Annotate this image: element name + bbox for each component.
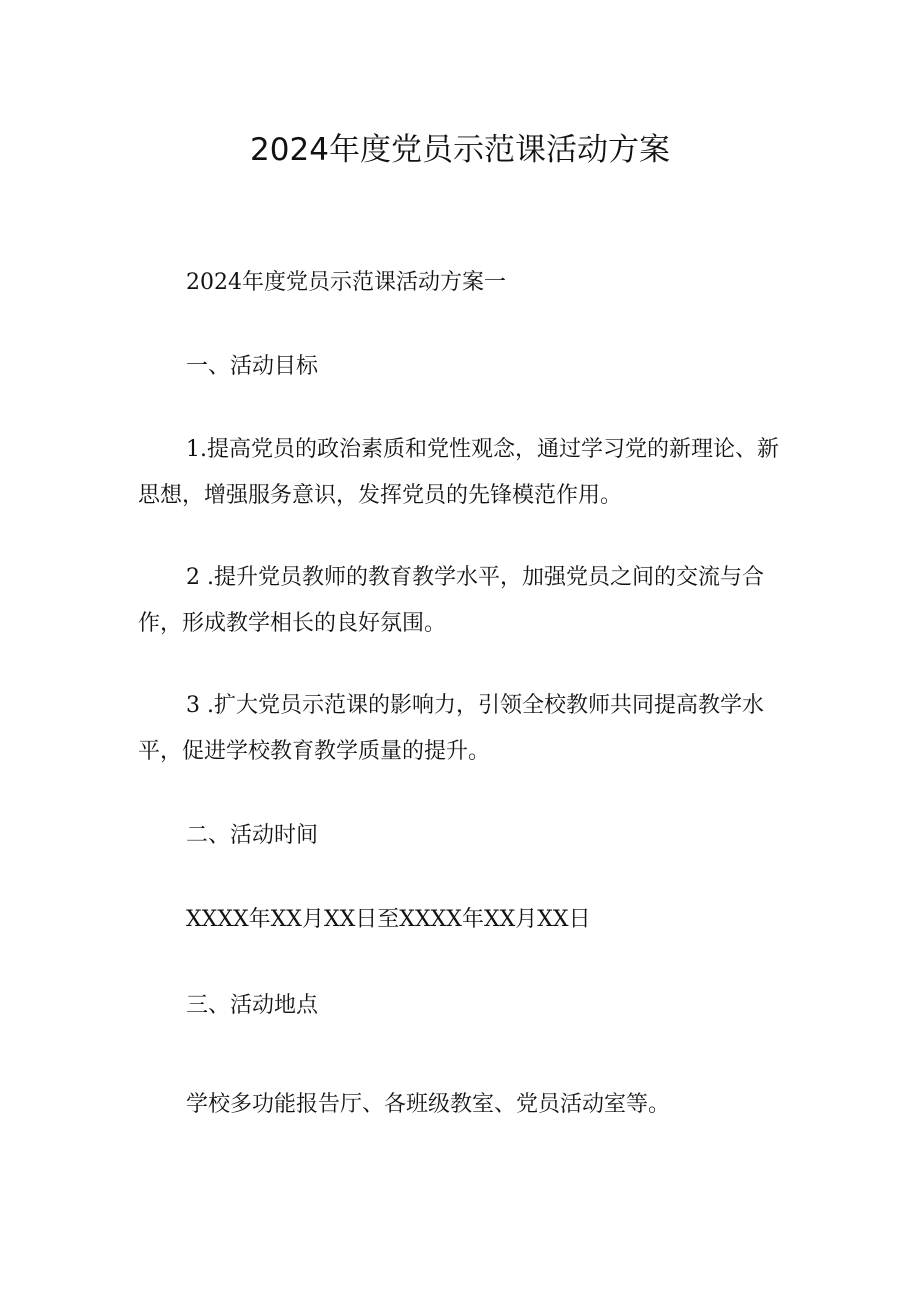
activity-time-text: XXXX年XX月XX日至XXXX年XX月XX日	[186, 907, 591, 932]
section-heading-goals: 一、活动目标	[186, 354, 319, 379]
document-title: 2024年度党员示范课活动方案	[250, 132, 670, 168]
goal-item-1: 1.提高党员的政治素质和党性观念，通过学习党的新理论、新思想，增强服务意识，发挥党员的先锋模范作用。	[138, 437, 779, 508]
activity-place-text: 学校多功能报告厅、各班级教室、党员活动室等。	[186, 1092, 671, 1117]
goal-item-3: 3 .扩大党员示范课的影响力，引领全校教师共同提高教学水平，促进学校教育教学质量的提升。	[138, 693, 764, 764]
plan-subtitle: 2024年度党员示范课活动方案一	[186, 270, 506, 295]
goal-item-2: 2 .提升党员教师的教育教学水平，加强党员之间的交流与合作，形成教学相长的良好氛围。	[138, 565, 764, 636]
section-heading-place: 三、活动地点	[186, 993, 319, 1018]
section-heading-time: 二、活动时间	[186, 823, 319, 848]
